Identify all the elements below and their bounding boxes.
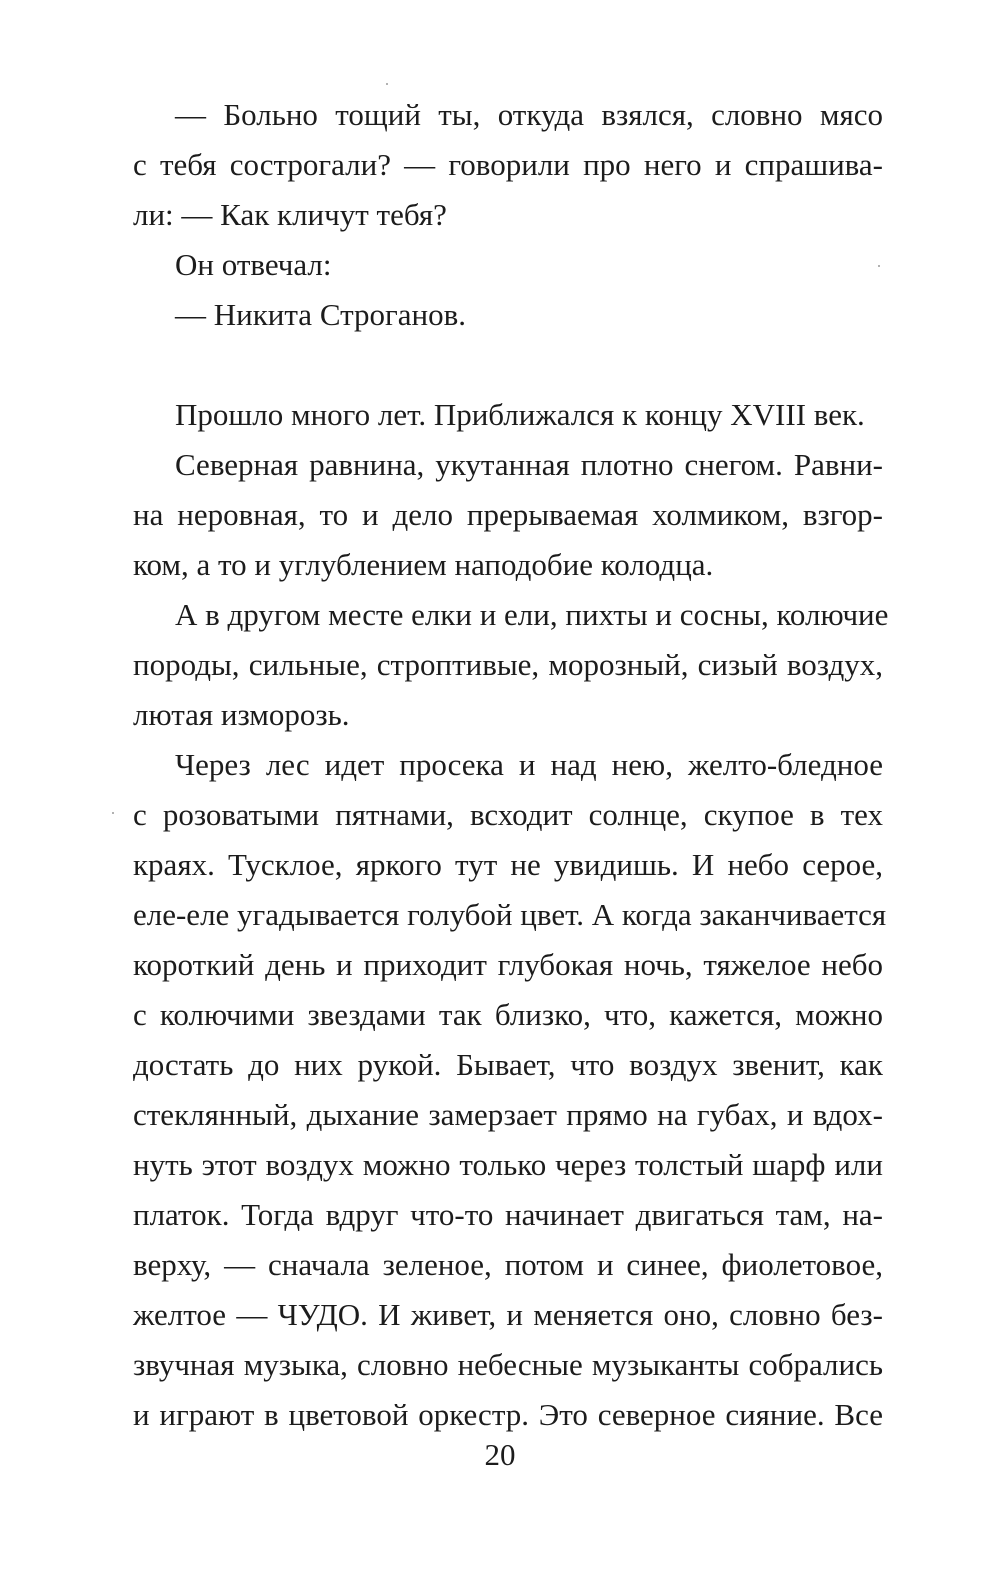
text-line: ком, а то и углублением наподобие колодца. <box>133 547 714 582</box>
scan-speck <box>878 265 880 267</box>
text-line: с колючими звездами так близко, что, кажется, можно <box>133 997 883 1032</box>
text-line: лютая изморозь. <box>133 697 350 732</box>
text-line: краях. Тусклое, яркого тут не увидишь. И небо серое, <box>133 847 883 882</box>
text-line: — Никита Строганов. <box>175 297 466 332</box>
text-line: достать до них рукой. Бывает, что воздух звенит, как <box>133 1047 883 1082</box>
text-line: Через лес идет просека и над нею, желто-бледное <box>175 747 883 782</box>
scan-speck <box>112 812 114 814</box>
text-line: еле-еле угадывается голубой цвет. А когда заканчивается <box>133 897 887 932</box>
text-line: породы, сильные, строптивые, морозный, сизый воздух, <box>133 647 883 682</box>
scan-speck <box>386 83 388 85</box>
text-line: Прошло много лет. Приближался к концу XVIII век. <box>175 397 865 432</box>
text-line: с тебя сострогали? — говорили про него и спрашива- <box>133 147 883 182</box>
text-line: короткий день и приходит глубокая ночь, тяжелое небо <box>133 947 883 982</box>
text-line: стеклянный, дыхание замерзает прямо на губах, и вдох- <box>133 1097 883 1132</box>
text-line: А в другом месте елки и ели, пихты и сосны, колючие <box>175 597 889 632</box>
text-line: и играют в цветовой оркестр. Это северное сияние. Все <box>133 1397 883 1432</box>
page-number: 20 <box>484 1437 516 1472</box>
text-line: желтое — ЧУДО. И живет, и меняется оно, словно без- <box>133 1297 883 1332</box>
text-line: с розоватыми пятнами, всходит солнце, скупое в тех <box>133 797 883 832</box>
text-line: нуть этот воздух можно только через толстый шарф или <box>133 1147 883 1182</box>
text-line: Он отвечал: <box>175 247 332 282</box>
text-line: верху, — сначала зеленое, потом и синее, фиолетовое, <box>133 1247 883 1282</box>
text-line: на неровная, то и дело прерываемая холмиком, взгор- <box>133 497 883 532</box>
text-line: Северная равнина, укутанная плотно снегом. Равни- <box>175 447 883 482</box>
text-line: ли: — Как кличут тебя? <box>133 197 447 232</box>
text-line: платок. Тогда вдруг что-то начинает двигаться там, на- <box>133 1197 883 1232</box>
text-line: звучная музыка, словно небесные музыканты собрались <box>133 1347 883 1382</box>
text-line: — Больно тощий ты, откуда взялся, словно мясо <box>175 97 883 132</box>
